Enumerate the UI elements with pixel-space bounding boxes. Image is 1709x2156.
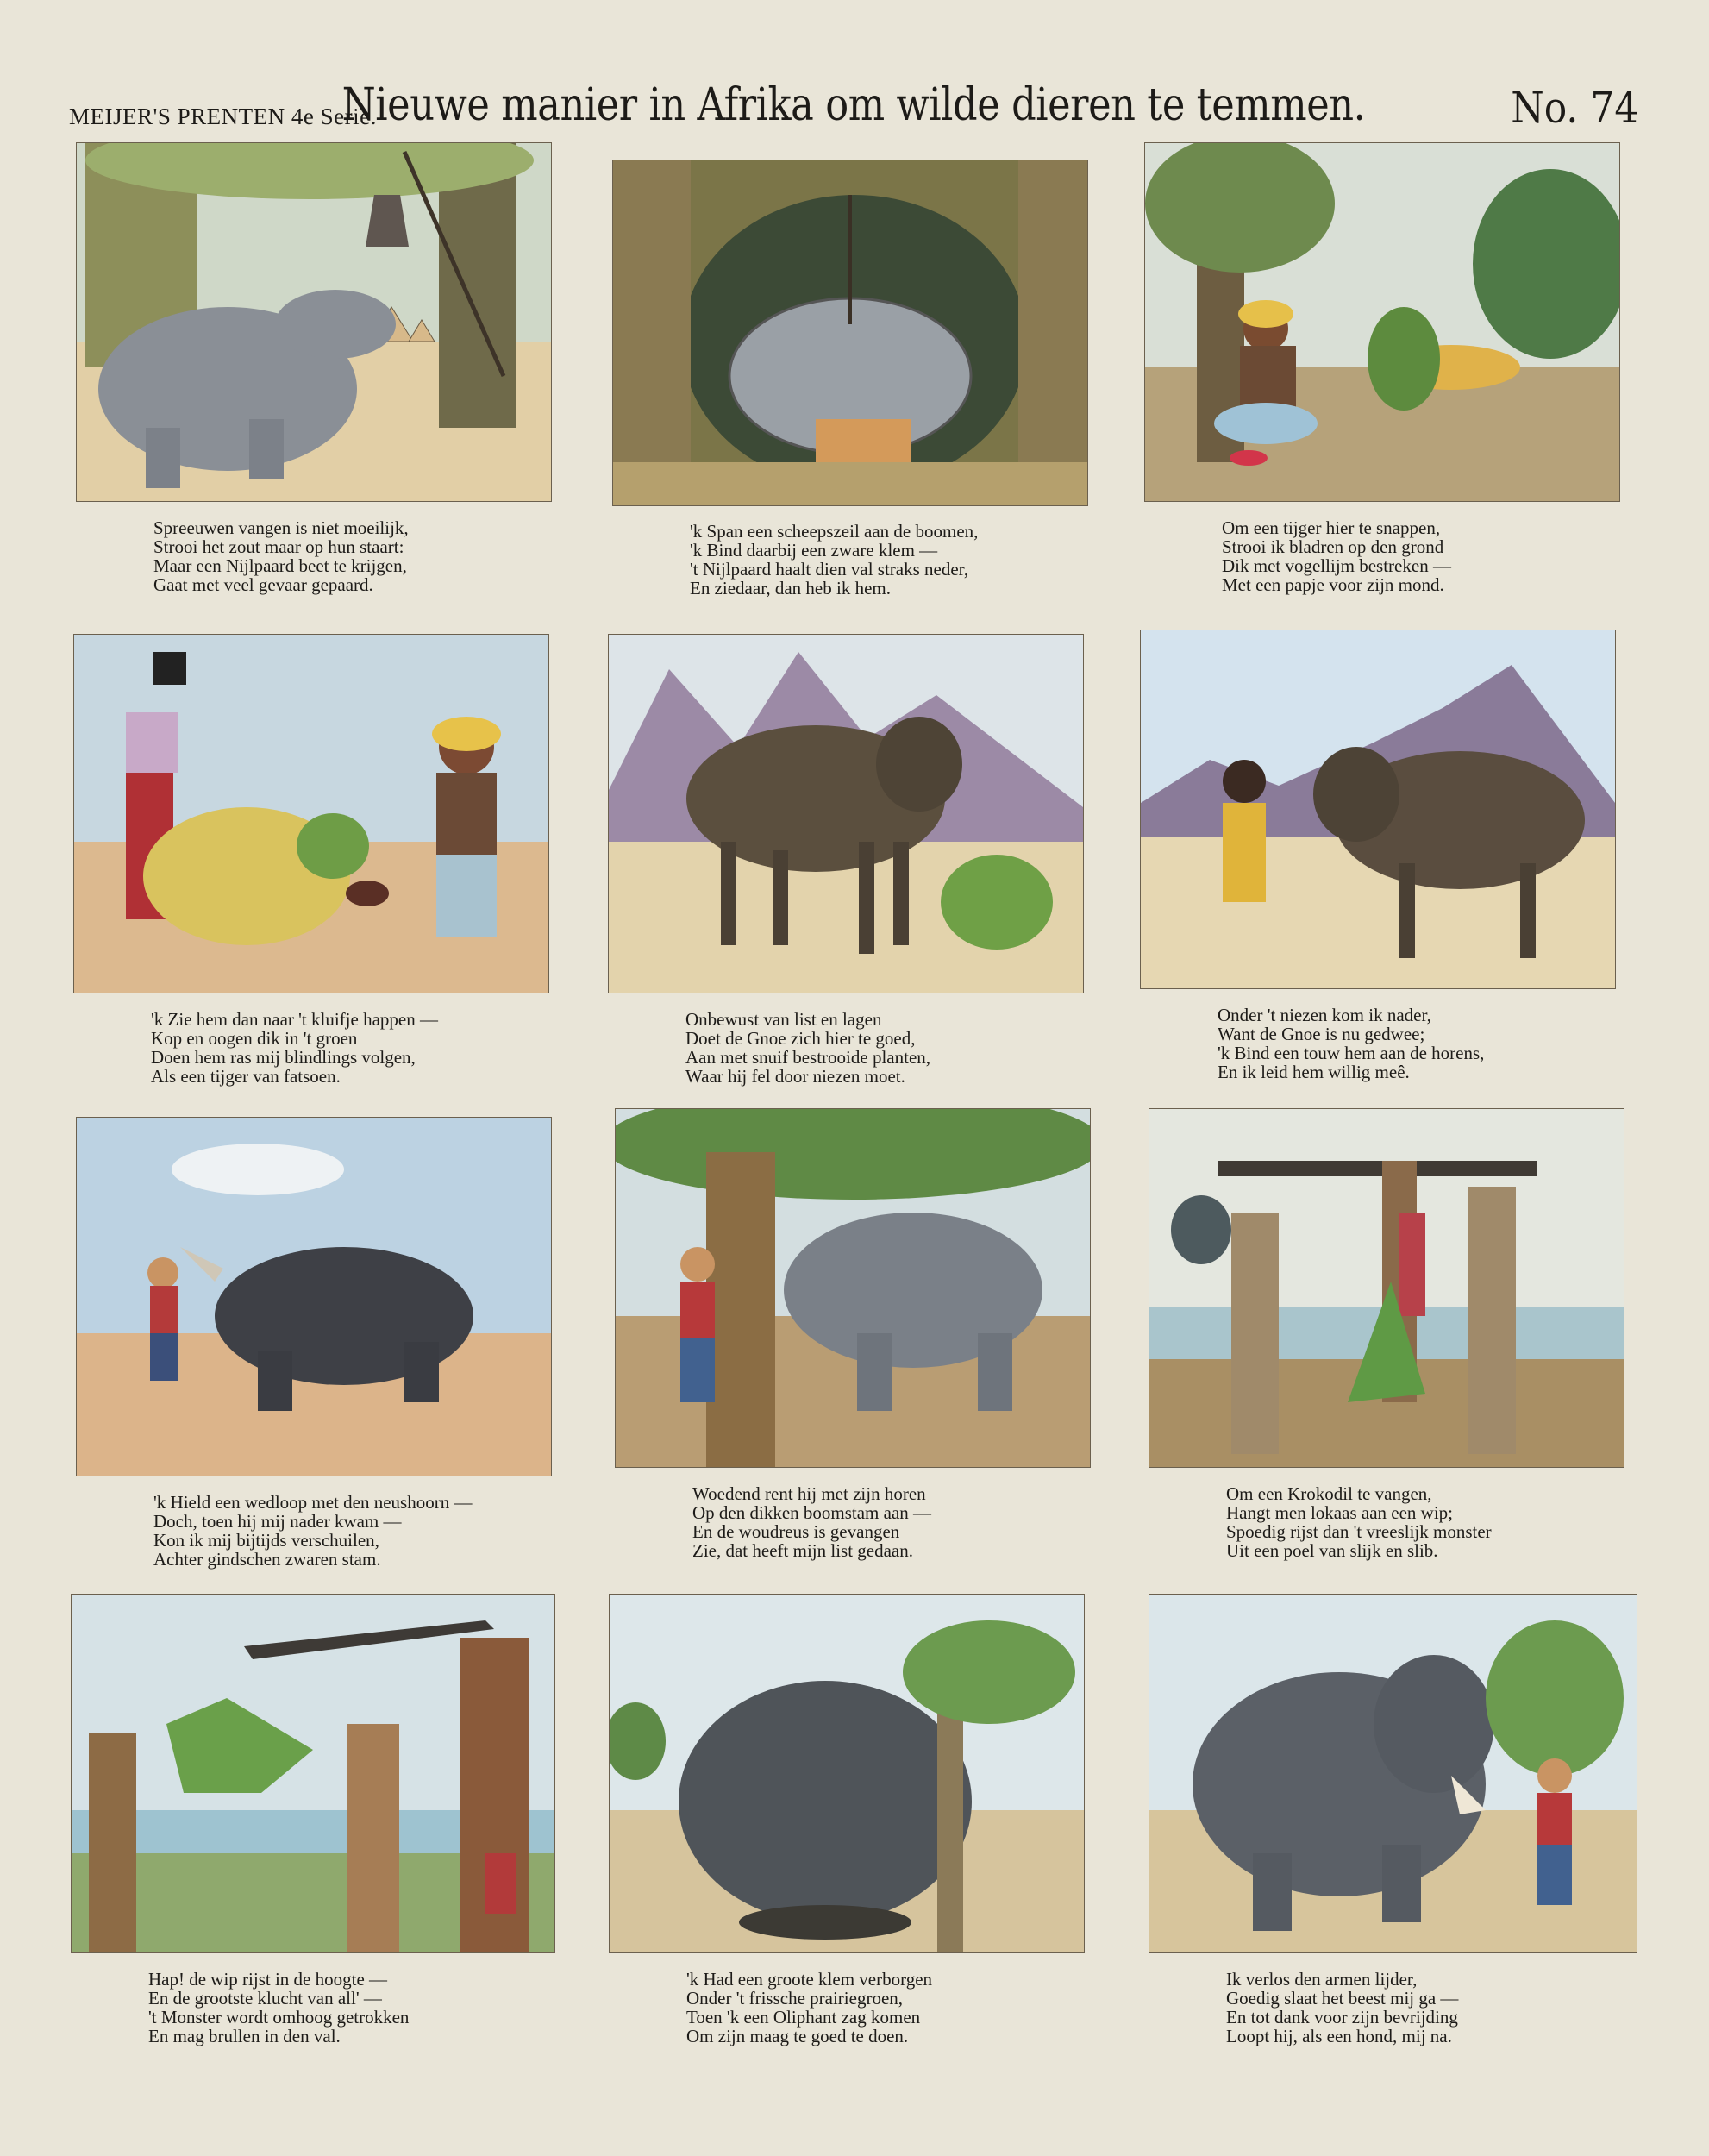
verse-line: Strooi ik bladren op den grond xyxy=(1222,536,1444,557)
verse-line: 'k Bind een touw hem aan de horens, xyxy=(1218,1043,1485,1063)
verse-4 xyxy=(151,1010,548,1086)
panel-8 xyxy=(615,1108,1089,1604)
verse-line: Spoedig rijst dan 't vreeslijk monster xyxy=(1226,1521,1492,1542)
panel-6 xyxy=(1140,630,1614,1125)
verse-line: Waar hij fel door niezen moet. xyxy=(685,1066,905,1087)
verse-line: Met een papje voor zijn mond. xyxy=(1222,574,1444,595)
verse-line: Onbewust van list en lagen xyxy=(685,1009,882,1030)
verse-line: 'k Span een scheepszeil aan de boomen, xyxy=(690,521,979,542)
illustration-elephant-trap xyxy=(609,1594,1085,1953)
illustration-tiger-led xyxy=(73,634,549,993)
sheet-title: Nieuwe manier in Afrika om wilde dieren te temmen. xyxy=(341,79,1366,131)
verse-line: Zie, dat heeft mijn list gedaan. xyxy=(692,1540,913,1561)
verse-line: 'k Bind daarbij een zware klem — xyxy=(690,540,938,561)
verse-line: Want de Gnoe is nu gedwee; xyxy=(1218,1024,1425,1044)
verse-5 xyxy=(685,1010,1082,1086)
verse-8 xyxy=(692,1484,1089,1560)
verse-12 xyxy=(1226,1970,1623,2046)
panel-5 xyxy=(608,634,1082,1130)
panel-2 xyxy=(612,160,1086,655)
illustration-gnu-sneezing xyxy=(608,634,1084,993)
verse-line: Om een tijger hier te snappen, xyxy=(1222,517,1441,538)
verse-line: Ik verlos den armen lijder, xyxy=(1226,1969,1418,1990)
verse-line: 't Nijlpaard haalt dien val straks neder, xyxy=(690,559,969,580)
verse-line: Om zijn maag te goed te doen. xyxy=(686,2026,909,2046)
verse-line: Spreeuwen vangen is niet moeilijk, xyxy=(153,517,409,538)
verse-line: Doch, toen hij mij nader kwam — xyxy=(153,1511,402,1532)
verse-line: Strooi het zout maar op hun staart: xyxy=(153,536,404,557)
verse-line: Als een tijger van fatsoen. xyxy=(151,1066,341,1087)
verse-line: Doet de Gnoe zich hier te goed, xyxy=(685,1028,916,1049)
verse-line: 't Monster wordt omhoog getrokken xyxy=(148,2007,410,2028)
verse-line: Onder 't niezen kom ik nader, xyxy=(1218,1005,1431,1025)
verse-line: Toen 'k een Oliphant zag komen xyxy=(686,2007,921,2028)
panel-10 xyxy=(71,1594,545,2090)
verse-10 xyxy=(148,1970,545,2046)
sheet-number: No. 74 xyxy=(1510,83,1638,133)
illustration-croc-bait xyxy=(1149,1108,1624,1468)
verse-line: Woedend rent hij met zijn horen xyxy=(692,1483,926,1504)
verse-line: Doen hem ras mij blindlings volgen, xyxy=(151,1047,416,1068)
verse-line: En ziedaar, dan heb ik hem. xyxy=(690,578,891,599)
verse-line: En de woudreus is gevangen xyxy=(692,1521,900,1542)
verse-line: Om een Krokodil te vangen, xyxy=(1226,1483,1432,1504)
verse-line: Gaat met veel gevaar gepaard. xyxy=(153,574,373,595)
illustration-hippo-caught xyxy=(612,160,1088,506)
panel-12 xyxy=(1149,1594,1623,2090)
verse-line: En ik leid hem willig meê. xyxy=(1218,1062,1410,1082)
verse-3 xyxy=(1222,518,1618,594)
verse-6 xyxy=(1218,1006,1614,1081)
illustration-rhino-chase xyxy=(76,1117,552,1476)
verse-line: Dik met vogellijm bestreken — xyxy=(1222,555,1451,576)
verse-1 xyxy=(153,518,550,594)
illustration-tiger-bait xyxy=(1144,142,1620,502)
verse-line: Op den dikken boomstam aan — xyxy=(692,1502,932,1523)
verse-line: Uit een poel van slijk en slib. xyxy=(1226,1540,1438,1561)
verse-2 xyxy=(690,522,1086,598)
verse-line: 'k Had een groote klem verborgen xyxy=(686,1969,933,1990)
verse-line: En mag brullen in den val. xyxy=(148,2026,341,2046)
verse-line: Onder 't frissche prairiegroen, xyxy=(686,1988,904,2009)
illustration-hippo-trap xyxy=(76,142,552,502)
verse-line: En tot dank voor zijn bevrijding xyxy=(1226,2007,1458,2028)
illustration-rhino-tree xyxy=(615,1108,1091,1468)
sheet-header xyxy=(69,79,1638,140)
verse-line: 'k Hield een wedloop met den neushoorn — xyxy=(153,1492,473,1513)
verse-7 xyxy=(153,1493,550,1569)
verse-line: Aan met snuif bestrooide planten, xyxy=(685,1047,931,1068)
illustration-elephant-freed xyxy=(1149,1594,1637,1953)
verse-line: En de grootste klucht van all' — xyxy=(148,1988,382,2009)
verse-11 xyxy=(686,1970,1083,2046)
verse-line: Kop en oogen dik in 't groen xyxy=(151,1028,358,1049)
verse-line: Maar een Nijlpaard beet te krijgen, xyxy=(153,555,407,576)
panel-4 xyxy=(73,634,548,1130)
verse-line: Achter gindschen zwaren stam. xyxy=(153,1549,381,1570)
verse-line: Kon ik mij bijtijds verschuilen, xyxy=(153,1530,379,1551)
illustration-gnu-led xyxy=(1140,630,1616,989)
panel-3 xyxy=(1144,142,1618,638)
verse-line: Hap! de wip rijst in de hoogte — xyxy=(148,1969,388,1990)
verse-line: 'k Zie hem dan naar 't kluifje happen — xyxy=(151,1009,438,1030)
panel-11 xyxy=(609,1594,1083,2090)
verse-line: Goedig slaat het beest mij ga — xyxy=(1226,1988,1459,2009)
panel-7 xyxy=(76,1117,550,1613)
panel-9 xyxy=(1149,1108,1623,1604)
verse-line: Hangt men lokaas aan een wip; xyxy=(1226,1502,1453,1523)
illustration-croc-hoisted xyxy=(71,1594,555,1953)
verse-9 xyxy=(1226,1484,1623,1560)
panel-1 xyxy=(76,142,550,638)
verse-line: Loopt hij, als een hond, mij na. xyxy=(1226,2026,1452,2046)
series-label: MEIJER'S PRENTEN 4e Serie. xyxy=(69,103,377,129)
